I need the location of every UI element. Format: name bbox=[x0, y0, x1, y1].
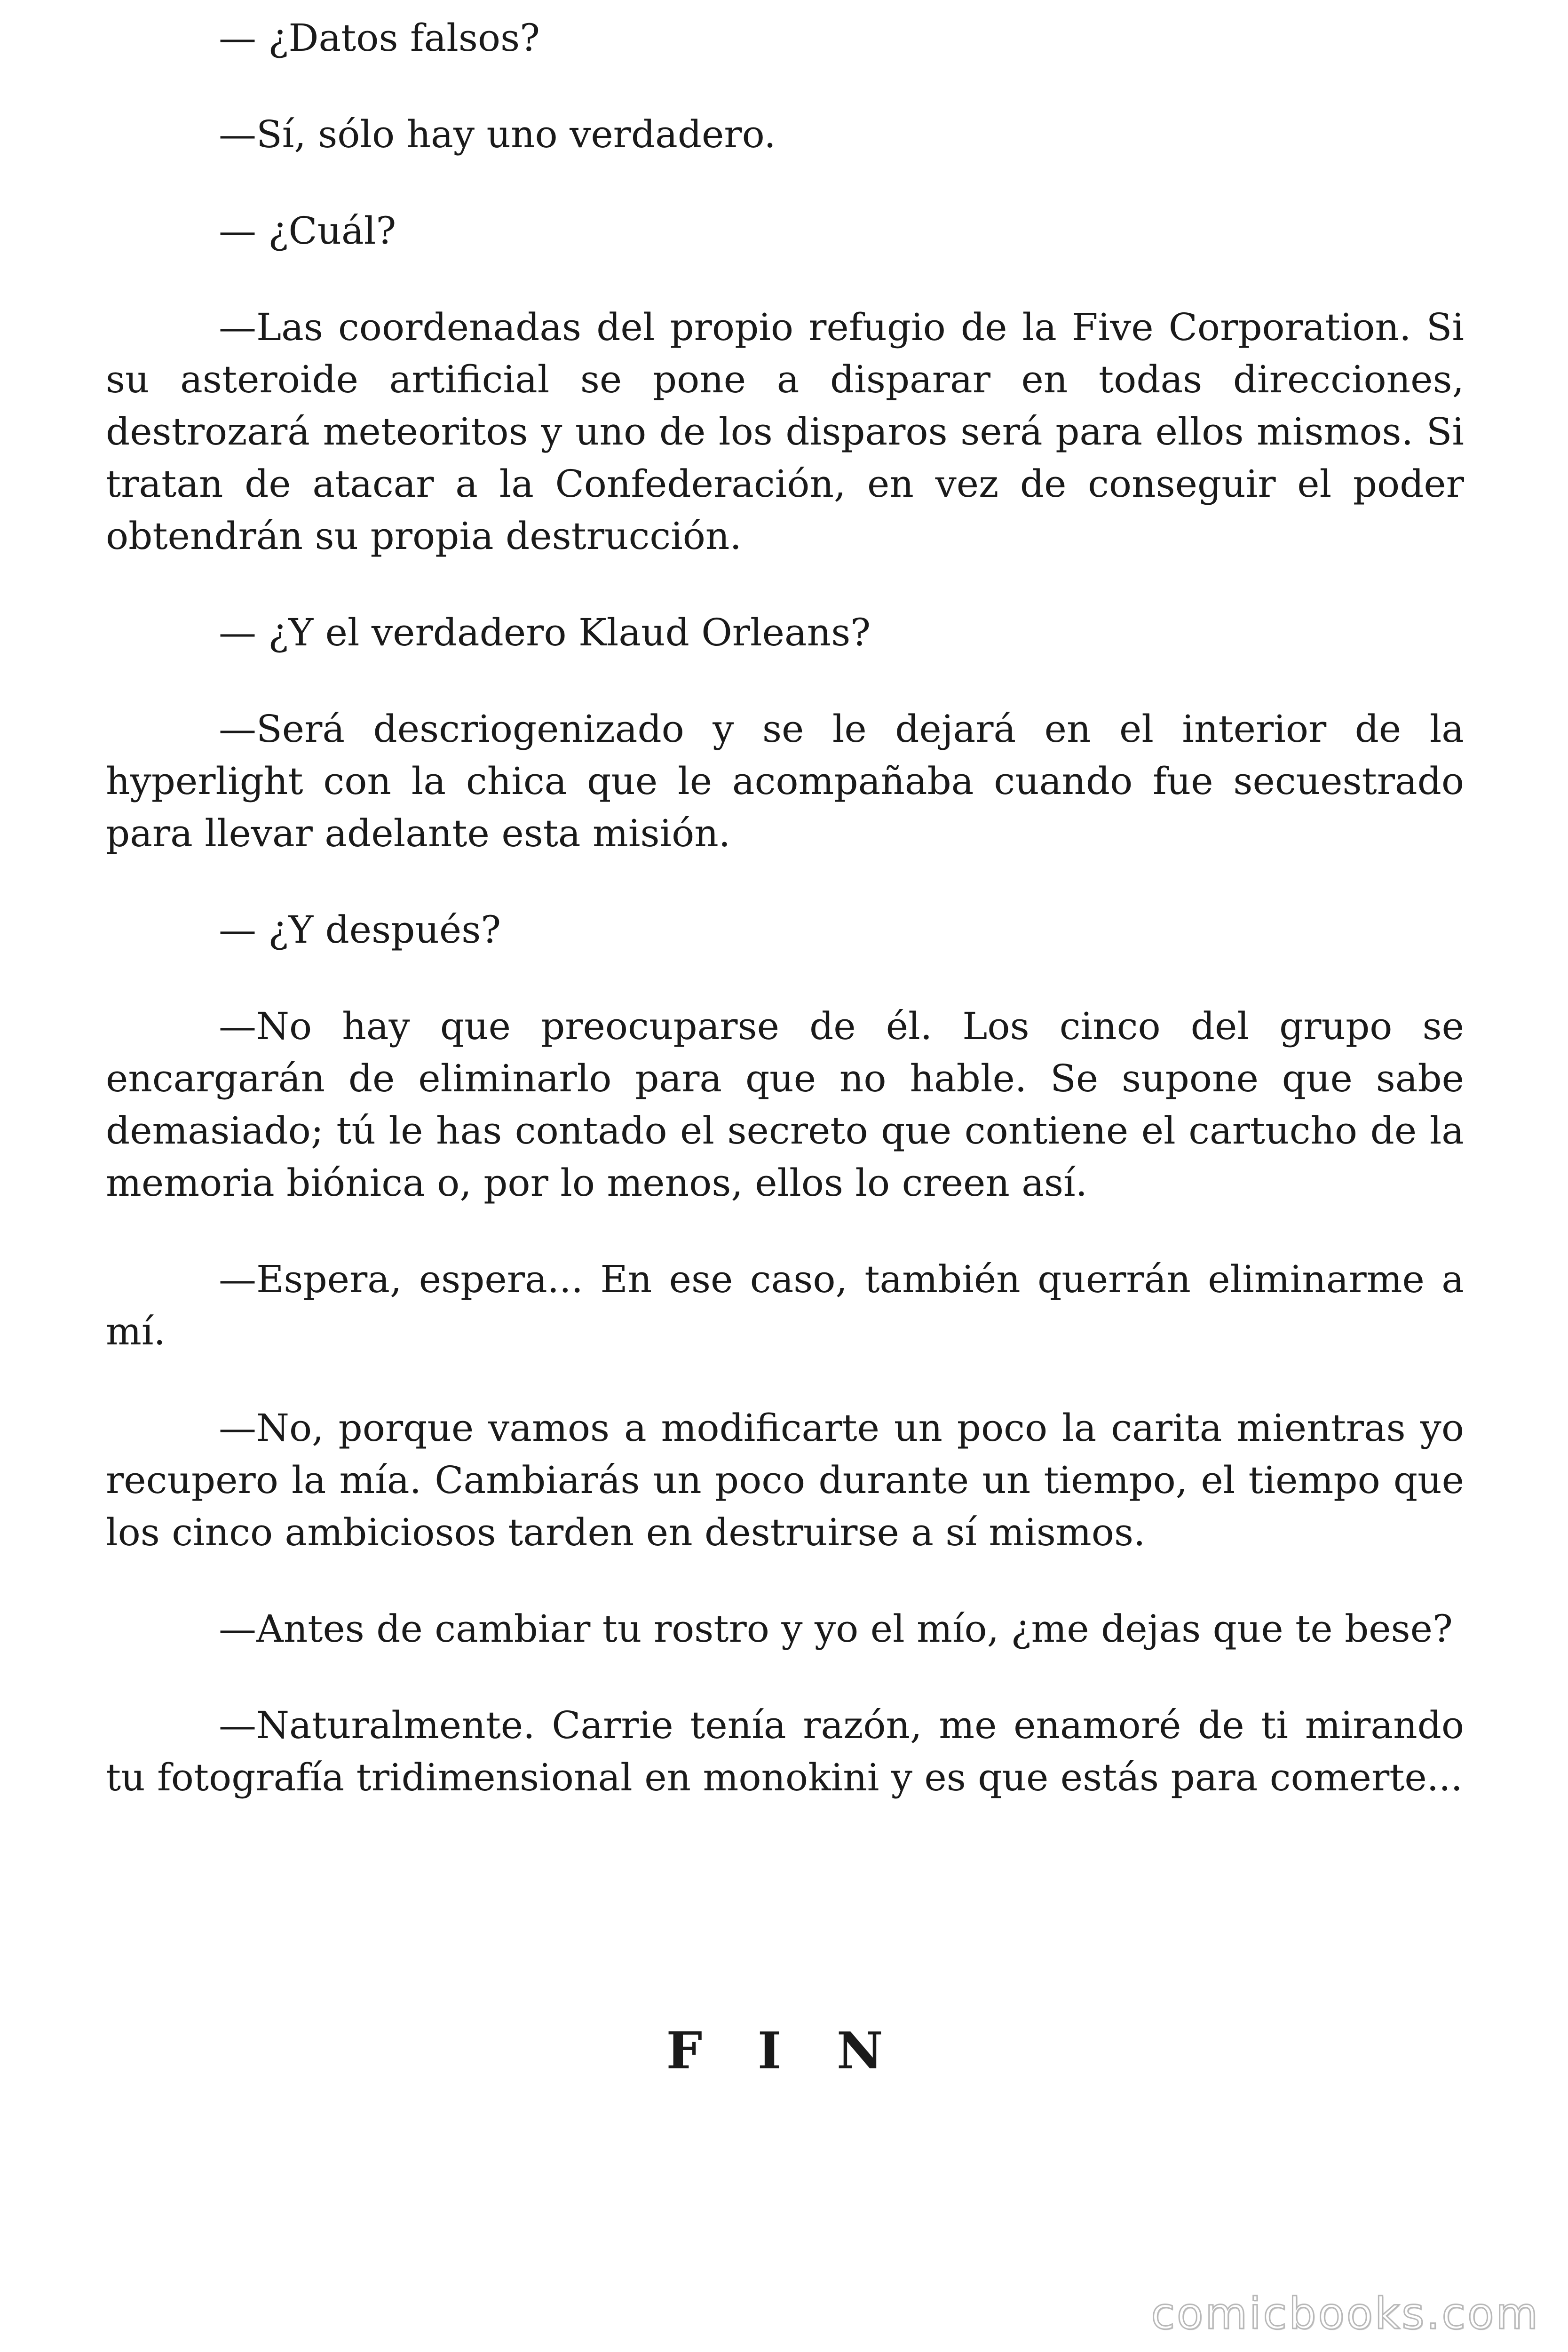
dialogue-line: — ¿Datos falsos? bbox=[219, 16, 540, 60]
dialogue-line: —Sí, sólo hay uno verdadero. bbox=[219, 112, 776, 156]
dialogue-paragraph: —Será descriogenizado y se le dejará en el interior de la hyperlight con la chica que le acompañaba cuando fue secuestrado para llevar adelante esta misión. bbox=[106, 707, 1464, 855]
dialogue-paragraph: —Naturalmente. Carrie tenía razón, me enamoré de ti mirando tu fotografía tridimensional en monokini y es que estás para comerte... bbox=[106, 1703, 1464, 1799]
watermark: comicbooks.com bbox=[1151, 2288, 1540, 2339]
dialogue-paragraph: —No, porque vamos a modificarte un poco la carita mientras yo recupero la mía. Cambiarás un poco durante un tiempo, el tiempo que los cinco ambiciosos tarden en destruirse a sí mismos. bbox=[106, 1406, 1464, 1554]
dialogue-paragraph: —No hay que preocuparse de él. Los cinco del grupo se encargarán de eliminarlo para que no hable. Se supone que sabe demasiado; tú le has contado el secreto que contiene el cartucho de la memoria biónica o, por lo menos, ellos lo creen así. bbox=[106, 1004, 1464, 1205]
dialogue-line: —Antes de cambiar tu rostro y yo el mío, ¿me dejas que te bese? bbox=[219, 1607, 1453, 1651]
dialogue-line: — ¿Cuál? bbox=[219, 209, 396, 253]
dialogue-line: — ¿Y después? bbox=[219, 908, 501, 952]
text-body bbox=[106, 12, 1464, 1848]
dialogue-paragraph: —Espera, espera... En ese caso, también querrán eliminarme a mí. bbox=[106, 1257, 1464, 1353]
dialogue-line: — ¿Y el verdadero Klaud Orleans? bbox=[219, 611, 871, 654]
dialogue-paragraph: —Las coordenadas del propio refugio de la Five Corporation. Si su asteroide artificial se pone a disparar en todas direcciones, destrozará meteoritos y uno de los disparos será para ellos mismos. Si tratan de atacar a la Confederación, en vez de conseguir el poder obtendrán su propia destrucción. bbox=[106, 305, 1464, 558]
end-title: F I N bbox=[666, 2021, 902, 2081]
